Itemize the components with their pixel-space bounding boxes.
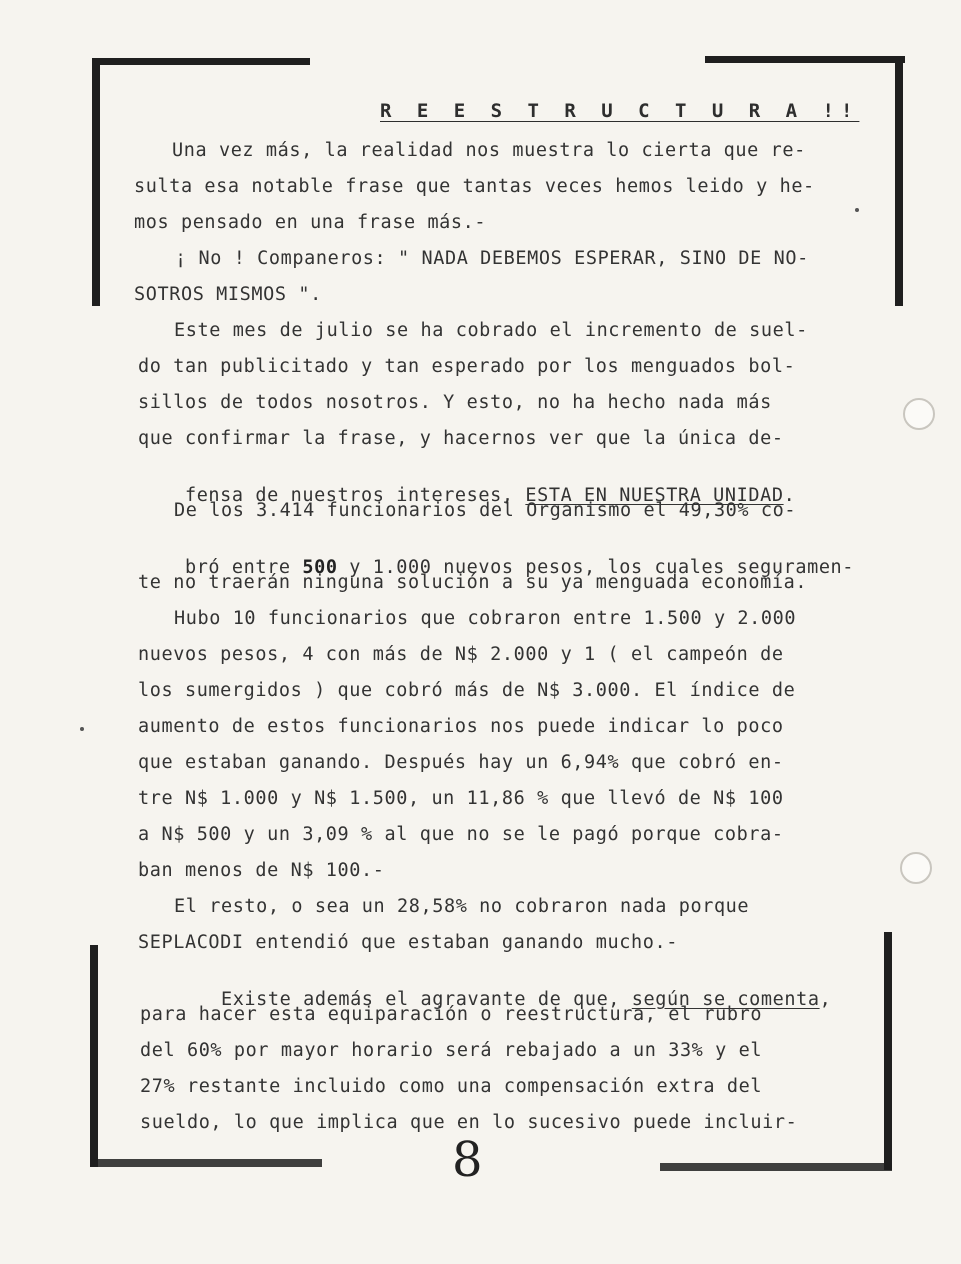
text-line: ¡ No ! Companeros: " NADA DEBEMOS ESPERAR, SINO DE NO- (175, 248, 809, 269)
text-line: que confirmar la frase, y hacernos ver que la única de- (138, 428, 784, 449)
text-line: los sumergidos ) que cobró más de N$ 3.000. El índice de (138, 680, 796, 701)
top-right-bracket-horizontal (705, 56, 905, 63)
text-line: tre N$ 1.000 y N$ 1.500, un 11,86 % que llevó de N$ 100 (138, 788, 784, 809)
text-line: Este mes de julio se ha cobrado el incremento de suel- (174, 320, 808, 341)
text-segment: bró entre (184, 557, 303, 578)
text-line: nuevos pesos, 4 con más de N$ 2.000 y 1 ( el campeón de (138, 644, 784, 665)
text-line: del 60% por mayor horario será rebajado a un 33% y el (140, 1040, 763, 1061)
text-line: SOTROS MISMOS ". (134, 284, 322, 305)
text-line: sulta esa notable frase que tantas veces hemos leido y he- (134, 176, 815, 197)
text-segment: , (819, 989, 832, 1010)
text-line: El resto, o sea un 28,58% no cobraron nada porque (174, 896, 750, 917)
text-segment: fensa de nuestros intereses, (184, 485, 526, 506)
top-right-bracket-vertical (895, 56, 903, 306)
bold-number: 500 (302, 557, 338, 578)
bottom-right-bracket-vertical (884, 932, 892, 1170)
text-line: SEPLACODI entendió que estaban ganando mucho.- (138, 932, 678, 953)
punch-hole-upper (903, 398, 935, 430)
text-line: mos pensado en una frase más.- (134, 212, 487, 233)
page-number: 8 (452, 1132, 483, 1188)
text-line: Hubo 10 funcionarios que cobraron entre 1.500 y 2.000 (174, 608, 797, 629)
text-line: 27% restante incluido como una compensación extra del (140, 1076, 763, 1097)
text-segment: . (783, 485, 796, 506)
text-line: De los 3.414 funcionarios del Organismo el 49,30% co- (174, 500, 797, 521)
bottom-right-bracket-horizontal (660, 1163, 892, 1171)
punch-hole-lower (900, 852, 932, 884)
text-line: sillos de todos nosotros. Y esto, no ha hecho nada más (138, 392, 772, 413)
text-line: que estaban ganando. Después hay un 6,94% que cobró en- (138, 752, 784, 773)
stray-mark (80, 727, 84, 731)
text-line: sueldo, lo que implica que en lo sucesivo puede incluir- (140, 1112, 798, 1133)
text-segment: Existe además el agravante de que, (220, 989, 632, 1010)
bottom-left-bracket-vertical (90, 945, 98, 1167)
stray-mark (855, 208, 859, 212)
text-line: Una vez más, la realidad nos muestra lo cierta que re- (172, 140, 806, 161)
text-line: aumento de estos funcionarios nos puede indicar lo poco (138, 716, 784, 737)
underlined-emphasis: según se comenta (631, 989, 820, 1010)
text-line: do tan publicitado y tan esperado por los menguados bol- (138, 356, 796, 377)
underlined-emphasis: ESTA EN NUESTRA UNIDAD (525, 485, 784, 506)
text-line: ban menos de N$ 100.- (138, 860, 385, 881)
document-title: R E E S T R U C T U R A !! (380, 100, 860, 122)
text-line: a N$ 500 y un 3,09 % al que no se le pagó porque cobra- (138, 824, 784, 845)
text-line: te no traerán ninguna solución a su ya menguada economía. (138, 572, 808, 593)
text-segment: y 1.000 nuevos pesos, los cuales seguramen- (337, 557, 855, 578)
top-left-bracket-horizontal (92, 58, 310, 65)
bottom-left-bracket-horizontal (90, 1159, 322, 1167)
top-left-bracket-vertical (92, 58, 100, 306)
text-line: para hacer esta equiparación o reestructura, el rubro (140, 1004, 763, 1025)
